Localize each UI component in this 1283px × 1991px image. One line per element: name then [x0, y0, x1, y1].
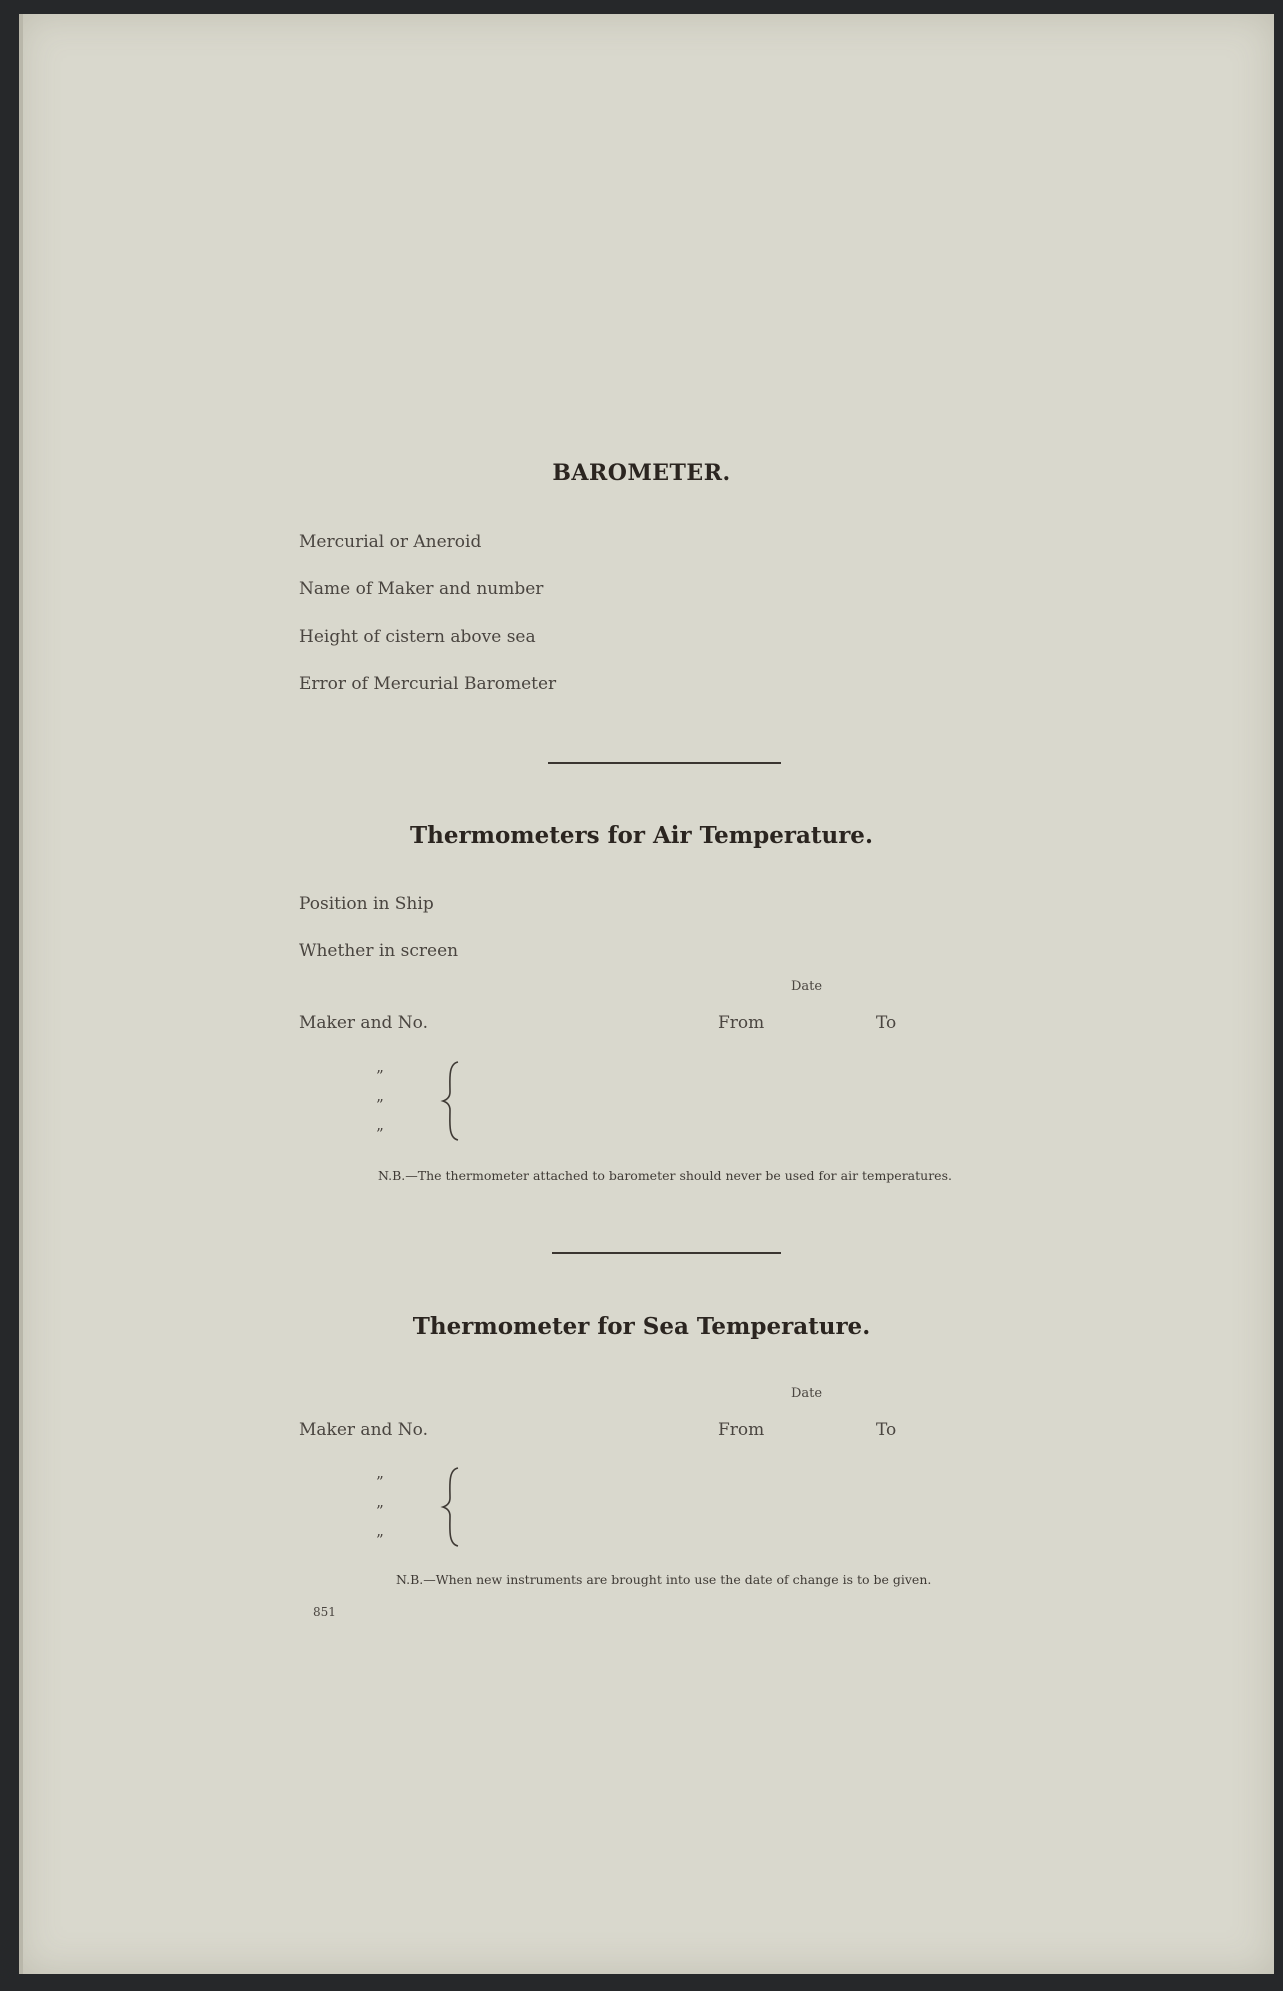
section-divider	[548, 762, 781, 764]
ditto-mark: ”	[376, 1502, 384, 1520]
air-maker-label: Maker and No.	[299, 1013, 429, 1033]
brace-icon	[440, 1060, 464, 1142]
ditto-mark: ”	[376, 1473, 384, 1491]
sea-from-label: From	[718, 1420, 765, 1440]
field-mercurial-or-aneroid: Mercurial or Aneroid	[299, 532, 482, 552]
sea-thermometer-heading: Thermometer for Sea Temperature.	[412, 1313, 871, 1340]
sea-date-label: Date	[791, 1386, 823, 1401]
form-page	[19, 14, 1274, 1974]
air-date-label: Date	[791, 979, 823, 994]
field-barometer-error: Error of Mercurial Barometer	[299, 674, 557, 694]
barometer-heading: BAROMETER.	[552, 460, 731, 486]
sea-maker-label: Maker and No.	[299, 1420, 429, 1440]
field-position-in-ship: Position in Ship	[299, 894, 434, 914]
ditto-mark: ”	[376, 1096, 384, 1114]
ditto-mark: ”	[376, 1531, 384, 1549]
air-from-label: From	[718, 1013, 765, 1033]
air-to-label: To	[876, 1013, 897, 1033]
field-whether-in-screen: Whether in screen	[299, 941, 459, 961]
ditto-mark: ”	[376, 1067, 384, 1085]
air-thermometer-heading: Thermometers for Air Temperature.	[410, 822, 873, 849]
sea-to-label: To	[876, 1420, 897, 1440]
section-divider	[552, 1252, 781, 1254]
brace-icon	[440, 1466, 464, 1548]
field-maker-and-number: Name of Maker and number	[299, 579, 544, 599]
ditto-mark: ”	[376, 1125, 384, 1143]
page-number: 851	[313, 1605, 336, 1619]
air-note: N.B.—The thermometer attached to barometer should never be used for air temperatures.	[378, 1168, 952, 1183]
page-edge	[19, 14, 23, 1974]
field-cistern-height: Height of cistern above sea	[299, 627, 536, 647]
sea-note: N.B.—When new instruments are brought into use the date of change is to be given.	[396, 1572, 932, 1587]
